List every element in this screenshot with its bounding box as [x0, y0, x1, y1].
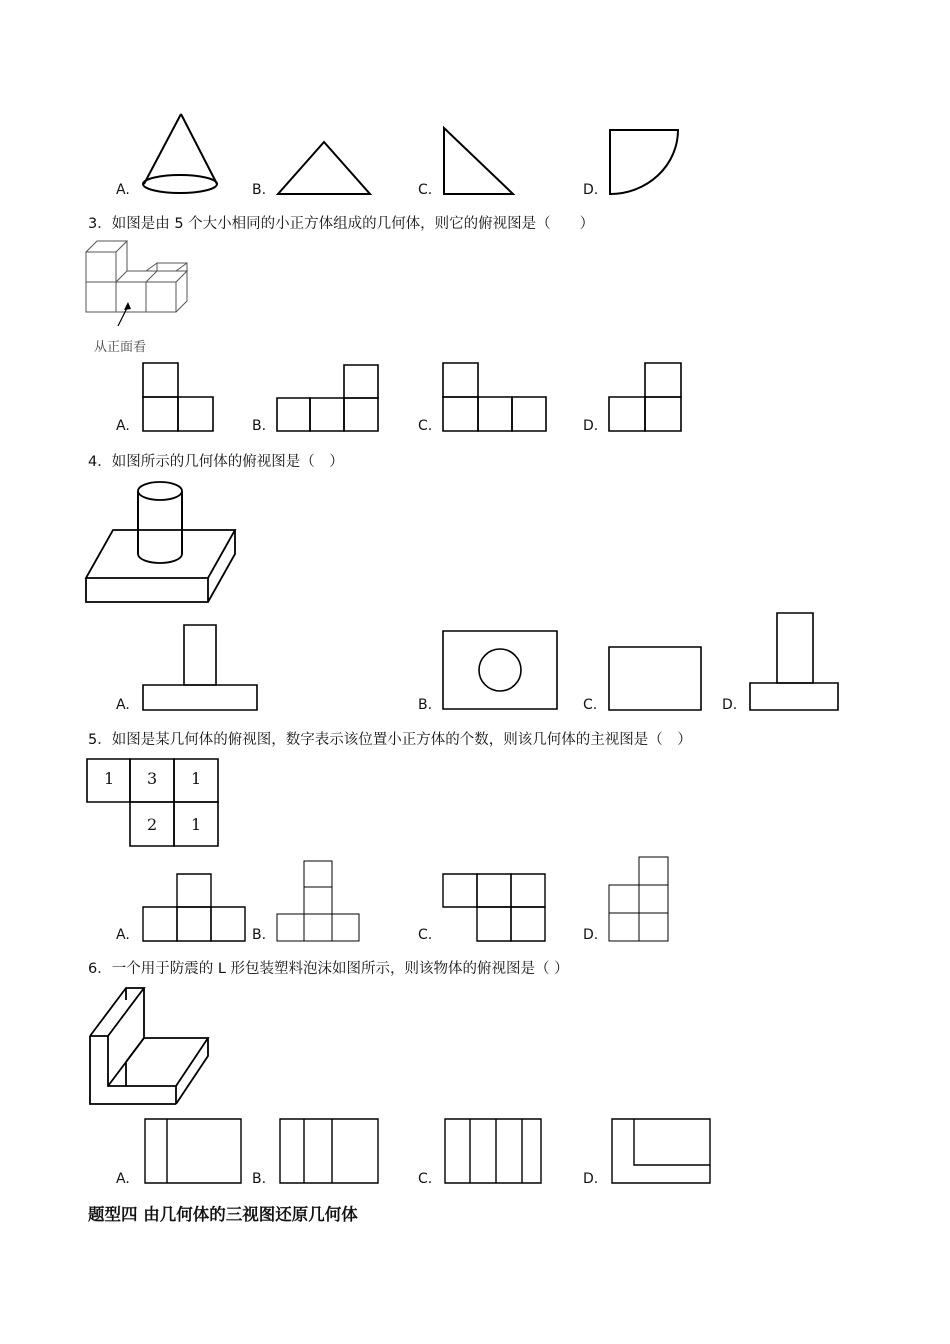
q6-l-shape-foam-figure: [88, 986, 210, 1108]
q3-view-caption: 从正面看: [94, 340, 147, 355]
q3-option-b-figure: [276, 364, 380, 432]
q2-option-c-right-triangle: [442, 126, 516, 196]
q6-question-text: 6．一个用于防震的 L 形包装塑料泡沫如图所示，则该物体的俯视图是（ ）: [88, 961, 569, 977]
q5-question-text: 5．如图是某几何体的俯视图，数字表示该位置小正方体的个数，则该几何体的主视图是（ ）: [88, 732, 692, 748]
q5-grid-cell: 3: [147, 769, 158, 788]
q3-cube-figure: [85, 238, 195, 318]
q5-option-a-label[interactable]: A.: [116, 927, 130, 943]
q4-option-d-figure: [749, 612, 841, 712]
q2-option-b-triangle: [276, 140, 372, 196]
q2-option-d-label[interactable]: D.: [583, 182, 599, 198]
q4-option-a-figure: [142, 624, 260, 712]
q4-cylinder-on-slab-figure: [85, 478, 237, 606]
q6-option-b-label[interactable]: B.: [252, 1171, 267, 1187]
q5-option-b-figure: [276, 860, 362, 943]
q4-option-b-label[interactable]: B.: [418, 697, 433, 713]
q5-grid-cell: 1: [104, 769, 115, 788]
q3-option-d-figure: [608, 362, 684, 432]
q2-option-c-label[interactable]: C.: [418, 182, 433, 198]
q5-option-c-figure: [442, 873, 548, 943]
q2-option-d-quarter-circle: [608, 128, 682, 196]
q3-question-text: 3．如图是由 5 个大小相同的小正方体组成的几何体，则它的俯视图是（ ）: [88, 216, 595, 232]
q4-option-b-figure: [442, 630, 560, 712]
q3-option-c-figure: [442, 362, 550, 432]
q6-option-d-label[interactable]: D.: [583, 1171, 599, 1187]
q3-option-b-label[interactable]: B.: [252, 418, 267, 434]
q4-option-c-label[interactable]: C.: [583, 697, 598, 713]
q4-question-text: 4．如图所示的几何体的俯视图是（ ）: [88, 454, 344, 470]
q4-option-d-label[interactable]: D.: [722, 697, 738, 713]
q2-option-b-label[interactable]: B.: [252, 182, 267, 198]
q6-option-c-figure: [444, 1118, 544, 1186]
q3-view-arrow: [115, 300, 135, 328]
q3-option-a-label[interactable]: A.: [116, 418, 130, 434]
q3-option-d-label[interactable]: D.: [583, 418, 599, 434]
q5-option-d-figure: [608, 856, 672, 943]
q2-option-a-cone: [140, 112, 220, 197]
q4-option-a-label[interactable]: A.: [116, 697, 130, 713]
q5-option-b-label[interactable]: B.: [252, 927, 267, 943]
q5-grid-cell: 1: [191, 769, 202, 788]
q3-option-a-figure: [142, 362, 216, 432]
q6-option-c-label[interactable]: C.: [418, 1171, 433, 1187]
q5-option-a-figure: [142, 873, 248, 943]
q2-option-a-label[interactable]: A.: [116, 182, 130, 198]
section-heading: 题型四 由几何体的三视图还原几何体: [88, 1205, 358, 1224]
q5-grid-cell: 1: [191, 815, 202, 834]
q6-option-d-figure: [611, 1118, 713, 1186]
q5-grid-cell: 2: [147, 815, 158, 834]
q6-option-b-figure: [279, 1118, 381, 1186]
q6-option-a-figure: [144, 1118, 244, 1186]
q5-option-d-label[interactable]: D.: [583, 927, 599, 943]
q5-option-c-label[interactable]: C.: [418, 927, 433, 943]
q4-option-c-figure: [608, 646, 704, 712]
q6-option-a-label[interactable]: A.: [116, 1171, 130, 1187]
q3-option-c-label[interactable]: C.: [418, 418, 433, 434]
